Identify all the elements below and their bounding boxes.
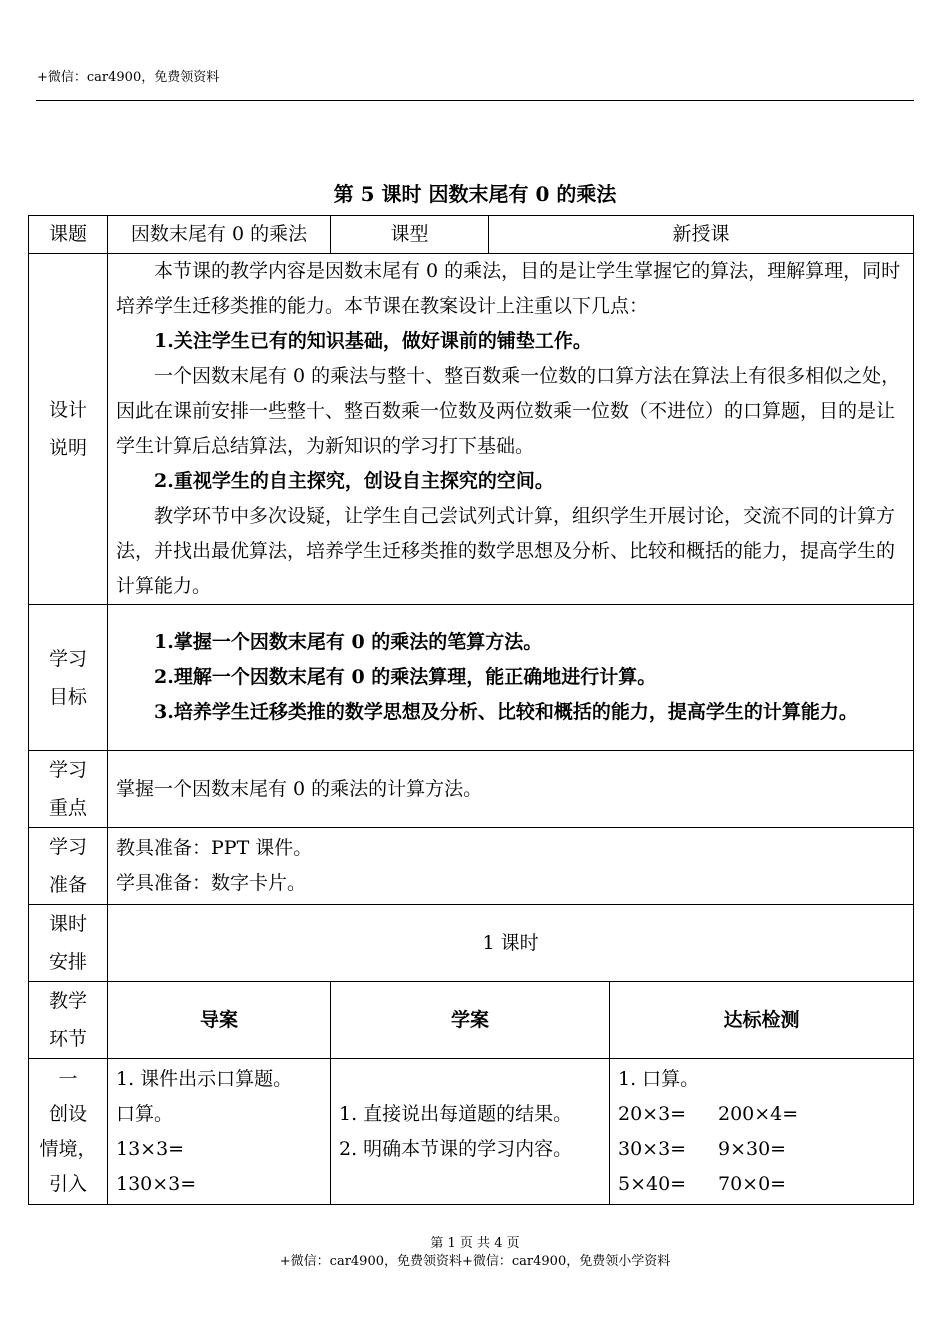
goals-content	[108, 605, 914, 751]
design-paragraph-1: 本节课的教学内容是因数末尾有 0 的乘法，目的是让学生掌握它的算法，理解算理，同时培养学生迁移类推的能力。本节课在教案设计上注重以下几点：	[116, 260, 901, 317]
schedule-label-text: 课时安排	[48, 913, 87, 973]
stage-1-study	[331, 1059, 610, 1205]
document-title: 第 5 课时 因数末尾有 0 的乘法	[333, 182, 617, 206]
focus-row	[29, 751, 914, 828]
prep-label	[29, 828, 108, 905]
stage-1-label-line-1: 一	[58, 1067, 78, 1090]
check-item: 20×3=	[618, 1102, 687, 1125]
schedule-label	[29, 905, 108, 982]
prep-label-text: 学习准备	[48, 836, 87, 896]
check-row	[618, 1167, 905, 1202]
goal-1: 1.掌握一个因数末尾有 0 的乘法的笔算方法。	[154, 631, 543, 653]
schedule-row	[29, 905, 914, 982]
focus-label	[29, 751, 108, 828]
check-header: 达标检测	[610, 982, 914, 1059]
stage-1-guide	[108, 1059, 331, 1205]
goals-label	[29, 605, 108, 751]
stages-label-text: 教学环节	[48, 990, 87, 1050]
goals-label-text: 学习目标	[48, 647, 87, 708]
stage-1-label	[29, 1059, 108, 1205]
check-title: 1. 口算。	[618, 1067, 700, 1090]
goal-2: 2.理解一个因数末尾有 0 的乘法算理，能正确地进行计算。	[154, 666, 657, 688]
prep-content	[108, 828, 914, 905]
design-point-2: 2.重视学生的自主探究，创设自主探究的空间。	[154, 470, 554, 492]
header-note: +微信：car4900，免费领资料	[37, 70, 220, 85]
lesson-plan-table	[28, 215, 914, 1205]
stage-1-label-line-3: 情境，	[39, 1137, 97, 1160]
design-row	[29, 254, 914, 605]
type-label: 课型	[331, 216, 489, 254]
prep-teacher: 教具准备：PPT 课件。	[116, 837, 313, 859]
focus-label-text: 学习重点	[48, 759, 87, 819]
topic-row	[29, 216, 914, 254]
prep-student: 学具准备：数字卡片。	[116, 872, 307, 894]
guide-line: 130×3=	[116, 1172, 197, 1195]
footer-page-number: 第 1 页 共 4 页	[430, 1236, 520, 1251]
design-paragraph-3: 教学环节中多次设疑，让学生自己尝试列式计算，组织学生开展讨论，交流不同的计算方法，并找出最优算法，培养学生迁移类推的数学思想及分析、比较和概括的能力，提高学生的计算能力。	[116, 505, 896, 597]
design-paragraph-2: 一个因数末尾有 0 的乘法与整十、整百数乘一位数的口算方法在算法上有很多相似之处，因此在课前安排一些整十、整百数乘一位数及两位数乘一位数（不进位）的口算题，目的是让学生计算后总结算法，为新知识的学习打下基础。	[116, 365, 901, 457]
topic-value: 因数末尾有 0 的乘法	[108, 216, 331, 254]
check-item: 5×40=	[618, 1172, 687, 1195]
guide-line: 口算。	[116, 1102, 174, 1125]
header-rule	[36, 100, 914, 101]
goal-3: 3.培养学生迁移类推的数学思想及分析、比较和概括的能力，提高学生的计算能力。	[154, 701, 858, 723]
footer-note: +微信：car4900，免费领资料+微信：car4900，免费领小学资料	[279, 1254, 671, 1269]
type-value: 新授课	[489, 216, 914, 254]
design-label-text: 设计说明	[48, 399, 87, 459]
schedule-value: 1 课时	[108, 905, 914, 982]
stage-1-label-line-4: 引入	[48, 1172, 87, 1195]
guide-line: 13×3=	[116, 1137, 185, 1160]
design-content	[108, 254, 914, 605]
stage-1-row	[29, 1059, 914, 1205]
check-item: 30×3=	[618, 1137, 687, 1160]
check-item: 9×30=	[718, 1137, 787, 1160]
design-point-1: 1.关注学生已有的知识基础，做好课前的铺垫工作。	[154, 330, 592, 352]
check-item: 70×0=	[718, 1172, 787, 1195]
goals-row	[29, 605, 914, 751]
check-row	[618, 1097, 905, 1132]
study-header: 学案	[331, 982, 610, 1059]
guide-line: 1. 课件出示口算题。	[116, 1067, 293, 1090]
stage-1-label-line-2: 创设	[48, 1102, 87, 1125]
focus-value: 掌握一个因数末尾有 0 的乘法的计算方法。	[108, 751, 914, 828]
study-line: 2. 明确本节课的学习内容。	[339, 1137, 573, 1160]
check-row	[618, 1132, 905, 1167]
stages-label	[29, 982, 108, 1059]
stage-1-check	[610, 1059, 914, 1205]
design-label	[29, 254, 108, 605]
stages-header-row	[29, 982, 914, 1059]
prep-row	[29, 828, 914, 905]
study-line: 1. 直接说出每道题的结果。	[339, 1102, 573, 1125]
topic-label: 课题	[29, 216, 108, 254]
check-item: 200×4=	[718, 1102, 799, 1125]
guide-header: 导案	[108, 982, 331, 1059]
